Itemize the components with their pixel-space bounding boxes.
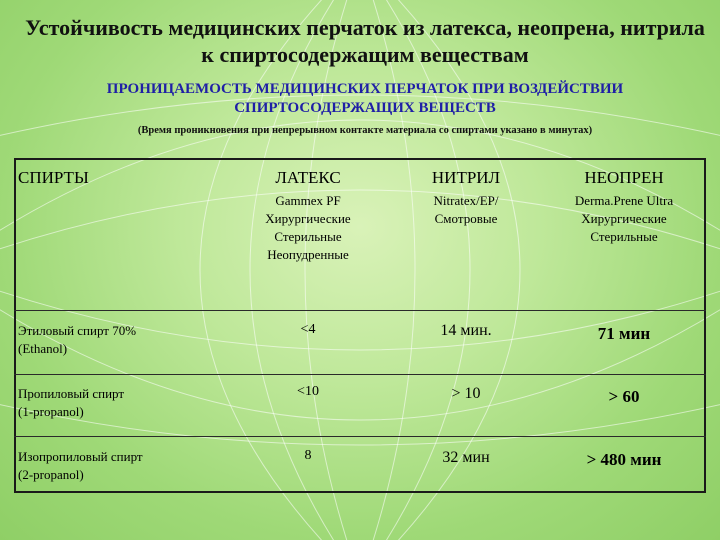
header-alcohols: СПИРТЫ <box>18 168 89 187</box>
row-divider <box>14 310 706 311</box>
row-divider <box>14 436 706 437</box>
neoprene-detail-line: Derma.Prene Ultra <box>574 193 674 208</box>
header-neoprene: НЕОПРЕН <box>584 168 664 187</box>
neoprene-detail-line: Стерильные <box>590 229 658 244</box>
table-note: (Время проникновения при непрерывном контакте материала со спиртами указано в минутах) <box>137 125 593 136</box>
cell-2-propanol-nitrile: 32 мин <box>442 449 490 466</box>
nitrile-detail-line: Nitratex/EP/ <box>433 193 499 208</box>
cell-1-propanol-neoprene: > 60 <box>608 387 640 406</box>
row-label-2-propanol <box>18 448 228 484</box>
neoprene-detail-line: Хирургические <box>581 211 667 226</box>
cell-ethanol-latex: <4 <box>300 322 316 337</box>
header-neoprene-detail <box>542 192 706 246</box>
cell-ethanol-nitrile: 14 мин. <box>440 322 492 339</box>
cell-2-propanol-neoprene: > 480 мин <box>586 450 662 469</box>
row-label-line: (Ethanol) <box>18 341 68 356</box>
cell-ethanol-neoprene: 71 мин <box>597 324 651 343</box>
nitrile-detail-line: Смотровые <box>434 211 498 226</box>
row-label-line: Этиловый спирт 70% <box>18 323 137 338</box>
latex-detail-line: Gammex PF <box>275 193 341 208</box>
row-label-line: Пропиловый спирт <box>18 386 125 401</box>
header-nitrile-detail <box>390 192 542 228</box>
row-label-line: Изопропиловый спирт <box>18 449 143 464</box>
latex-detail-line: Стерильные <box>274 229 342 244</box>
row-label-line: (1-propanol) <box>18 404 84 419</box>
header-latex-detail <box>226 192 390 264</box>
row-divider <box>14 374 706 375</box>
cell-1-propanol-latex: <10 <box>297 384 319 399</box>
latex-detail-line: Хирургические <box>265 211 351 226</box>
row-label-line: (2-propanol) <box>18 467 84 482</box>
cell-2-propanol-latex: 8 <box>304 448 312 463</box>
cell-1-propanol-nitrile: > 10 <box>451 385 481 402</box>
latex-detail-line: Неопудренные <box>267 247 349 262</box>
header-nitrile: НИТРИЛ <box>431 168 501 187</box>
row-label-1-propanol <box>18 385 228 421</box>
header-latex: ЛАТЕКС <box>275 168 341 187</box>
slide-title: Устойчивость медицинских перчаток из латекса, неопрена, нитрила к спиртосодержащим веществам <box>25 15 705 67</box>
slide-subtitle: ПРОНИЦАЕМОСТЬ МЕДИЦИНСКИХ ПЕРЧАТОК ПРИ ВОЗДЕЙСТВИИ СПИРТОСОДЕРЖАЩИХ ВЕЩЕСТВ <box>106 81 624 116</box>
row-label-ethanol <box>18 322 228 358</box>
